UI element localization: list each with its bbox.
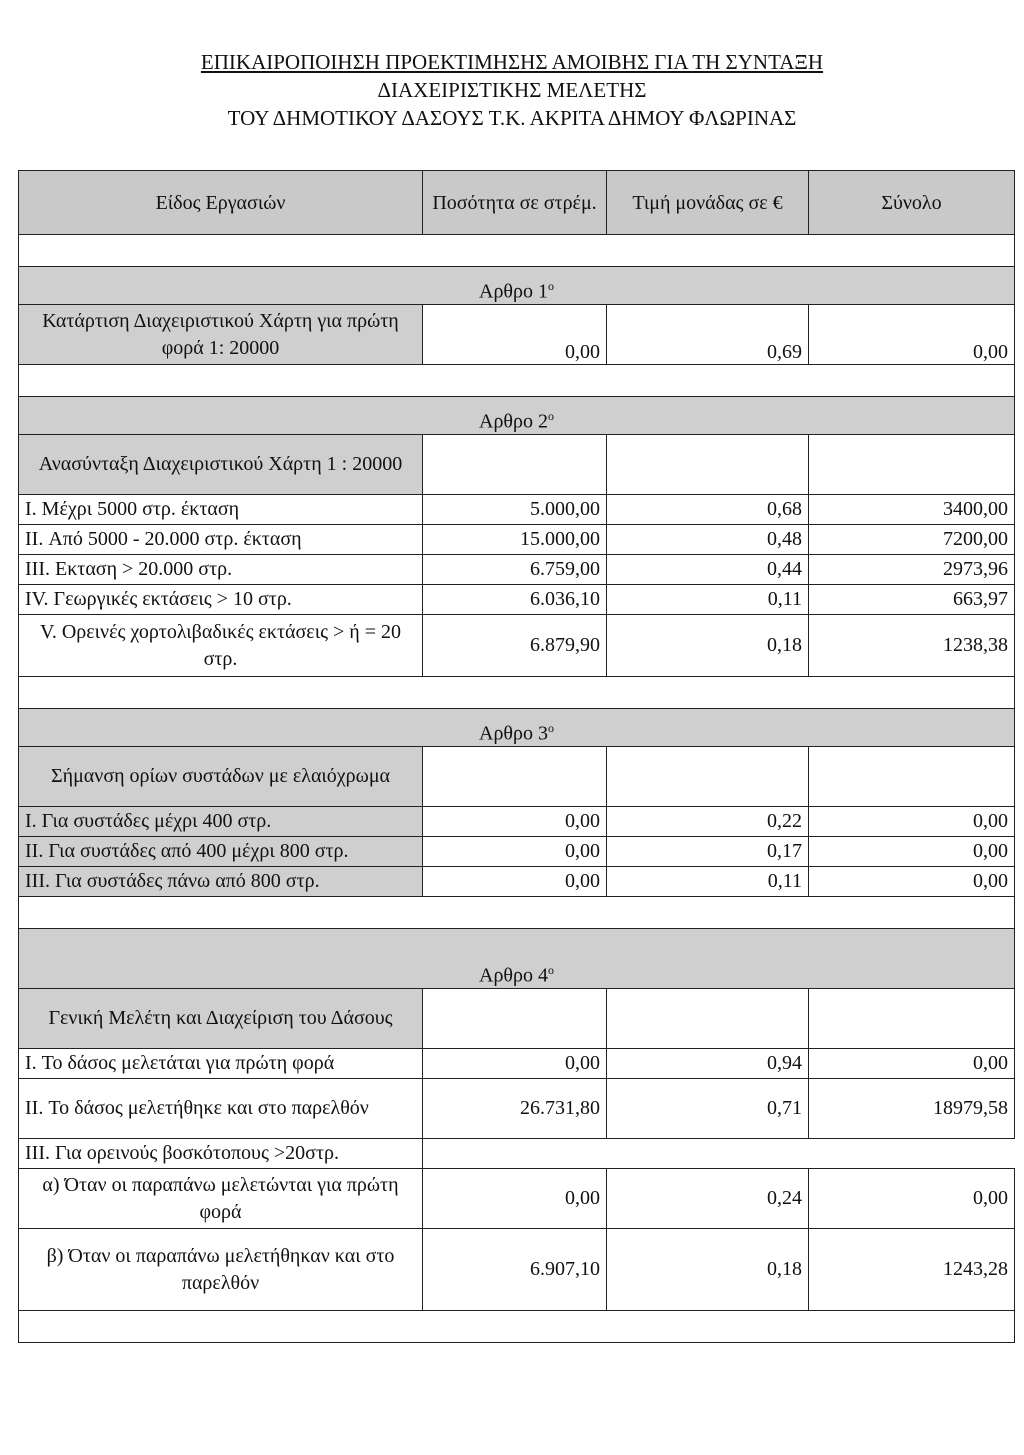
row-description: I. Μέχρι 5000 στρ. έκταση: [19, 495, 423, 525]
row-quantity: 6.907,10: [423, 1229, 607, 1311]
row-description: V. Ορεινές χορτολιβαδικές εκτάσεις > ή = 20 στρ.: [19, 615, 423, 677]
row-quantity: 0,00: [423, 807, 607, 837]
document-title: [0, 48, 1024, 132]
table-row: [19, 807, 1015, 837]
title-line-3: ΤΟΥ ΔΗΜΟΤΙΚΟΥ ΔΑΣΟΥΣ Τ.Κ. ΑΚΡΙΤΑ ΔΗΜΟΥ ΦΛΩΡΙΝΑΣ: [227, 106, 797, 130]
row-unit-price: 0,44: [607, 555, 809, 585]
row-unit-price: 0,94: [607, 1049, 809, 1079]
row-quantity: 26.731,80: [423, 1079, 607, 1139]
spacer-row: [19, 235, 1015, 267]
row-unit-price: 0,69: [607, 305, 809, 365]
header-quantity: Ποσότητα σε στρέμ.: [423, 171, 607, 235]
article-4-label: Αρθρο 4: [479, 965, 548, 987]
table-row: [19, 615, 1015, 677]
article-3-label: Αρθρο 3: [479, 723, 548, 745]
article-1-label: Αρθρο 1: [479, 281, 548, 303]
spacer-row: [19, 1311, 1015, 1343]
row-quantity: 0,00: [423, 1049, 607, 1079]
row-description: α) Όταν οι παραπάνω μελετώνται για πρώτη φορά: [19, 1169, 423, 1229]
row-total: 1238,38: [809, 615, 1015, 677]
section-heading: Γενική Μελέτη και Διαχείριση του Δάσους: [19, 989, 423, 1049]
header-work-type: Είδος Εργασιών: [19, 171, 423, 235]
row-quantity: 0,00: [423, 867, 607, 897]
row-total: 663,97: [809, 585, 1015, 615]
row-quantity: 6.036,10: [423, 585, 607, 615]
row-unit-price: 0,11: [607, 867, 809, 897]
section-heading: Ανασύνταξη Διαχειριστικού Χάρτη 1 : 20000: [19, 435, 423, 495]
row-total: 7200,00: [809, 525, 1015, 555]
table-row: [19, 495, 1015, 525]
spacer-row: [19, 677, 1015, 709]
row-quantity: 15.000,00: [423, 525, 607, 555]
row-unit-price: 0,18: [607, 615, 809, 677]
row-unit-price: 0,18: [607, 1229, 809, 1311]
table-header-row: [19, 171, 1015, 235]
row-quantity: 5.000,00: [423, 495, 607, 525]
row-unit-price: 0,68: [607, 495, 809, 525]
row-total: 3400,00: [809, 495, 1015, 525]
row-description: II. Από 5000 - 20.000 στρ. έκταση: [19, 525, 423, 555]
article-2-header: [19, 397, 1015, 435]
row-unit-price: 0,24: [607, 1169, 809, 1229]
row-total: 0,00: [809, 837, 1015, 867]
header-total: Σύνολο: [809, 171, 1015, 235]
row-description: I. Το δάσος μελετάται για πρώτη φορά: [19, 1049, 423, 1079]
section-heading-row: [19, 989, 1015, 1049]
row-total: 0,00: [809, 1049, 1015, 1079]
title-line-2: ΔΙΑΧΕΙΡΙΣΤΙΚΗΣ ΜΕΛΕΤΗΣ: [377, 78, 647, 102]
article-1-sup: ο: [547, 279, 554, 294]
row-unit-price: 0,11: [607, 585, 809, 615]
row-description: Κατάρτιση Διαχειριστικού Χάρτη για πρώτη φορά 1: 20000: [19, 305, 423, 365]
row-unit-price: 0,71: [607, 1079, 809, 1139]
table-row: [19, 1169, 1015, 1229]
row-description: IV. Γεωργικές εκτάσεις > 10 στρ.: [19, 585, 423, 615]
section-heading-row: [19, 747, 1015, 807]
fee-table: [18, 170, 1015, 1343]
row-quantity: 0,00: [423, 1169, 607, 1229]
article-2-sup: ο: [547, 409, 554, 424]
row-unit-price: 0,22: [607, 807, 809, 837]
article-4-header: [19, 929, 1015, 989]
row-total: 1243,28: [809, 1229, 1015, 1311]
row-total: 0,00: [809, 867, 1015, 897]
article-3-header: [19, 709, 1015, 747]
section-heading-row: [19, 435, 1015, 495]
row-total: 18979,58: [809, 1079, 1015, 1139]
header-unit-price: Τιμή μονάδας σε €: [607, 171, 809, 235]
row-description: III. Για συστάδες πάνω από 800 στρ.: [19, 867, 423, 897]
row-description: III. Για ορεινούς βοσκότοπους >20στρ.: [19, 1139, 423, 1169]
table-row: [19, 1079, 1015, 1139]
table-row: [19, 525, 1015, 555]
row-total: 0,00: [809, 305, 1015, 365]
table-row: [19, 1049, 1015, 1079]
row-description: III. Εκταση > 20.000 στρ.: [19, 555, 423, 585]
article-3-sup: ο: [547, 721, 554, 736]
article-1-header: [19, 267, 1015, 305]
row-description: I. Για συστάδες μέχρι 400 στρ.: [19, 807, 423, 837]
row-quantity: 0,00: [423, 837, 607, 867]
row-unit-price: 0,48: [607, 525, 809, 555]
row-description: II. Για συστάδες από 400 μέχρι 800 στρ.: [19, 837, 423, 867]
table-row: [19, 555, 1015, 585]
row-description: β) Όταν οι παραπάνω μελετήθηκαν και στο παρελθόν: [19, 1229, 423, 1311]
spacer-row: [19, 365, 1015, 397]
table-row: [19, 1139, 1015, 1169]
row-total: 2973,96: [809, 555, 1015, 585]
row-quantity: 6.759,00: [423, 555, 607, 585]
title-line-1: ΕΠΙΚΑΙΡΟΠΟΙΗΣΗ ΠΡΟΕΚΤΙΜΗΣΗΣ ΑΜΟΙΒΗΣ ΓΙΑ ΤΗ ΣΥΝΤΑΞΗ: [200, 50, 824, 74]
table-row: [19, 1229, 1015, 1311]
article-2-label: Αρθρο 2: [479, 411, 548, 433]
row-total: 0,00: [809, 1169, 1015, 1229]
article-4-sup: ο: [547, 963, 554, 978]
table-row: [19, 305, 1015, 365]
row-quantity: 0,00: [423, 305, 607, 365]
section-heading: Σήμανση ορίων συστάδων με ελαιόχρωμα: [19, 747, 423, 807]
spacer-row: [19, 897, 1015, 929]
row-unit-price: 0,17: [607, 837, 809, 867]
row-quantity: 6.879,90: [423, 615, 607, 677]
table-row: [19, 585, 1015, 615]
row-total: 0,00: [809, 807, 1015, 837]
table-row: [19, 837, 1015, 867]
row-description: II. Το δάσος μελετήθηκε και στο παρελθόν: [19, 1079, 423, 1139]
table-row: [19, 867, 1015, 897]
